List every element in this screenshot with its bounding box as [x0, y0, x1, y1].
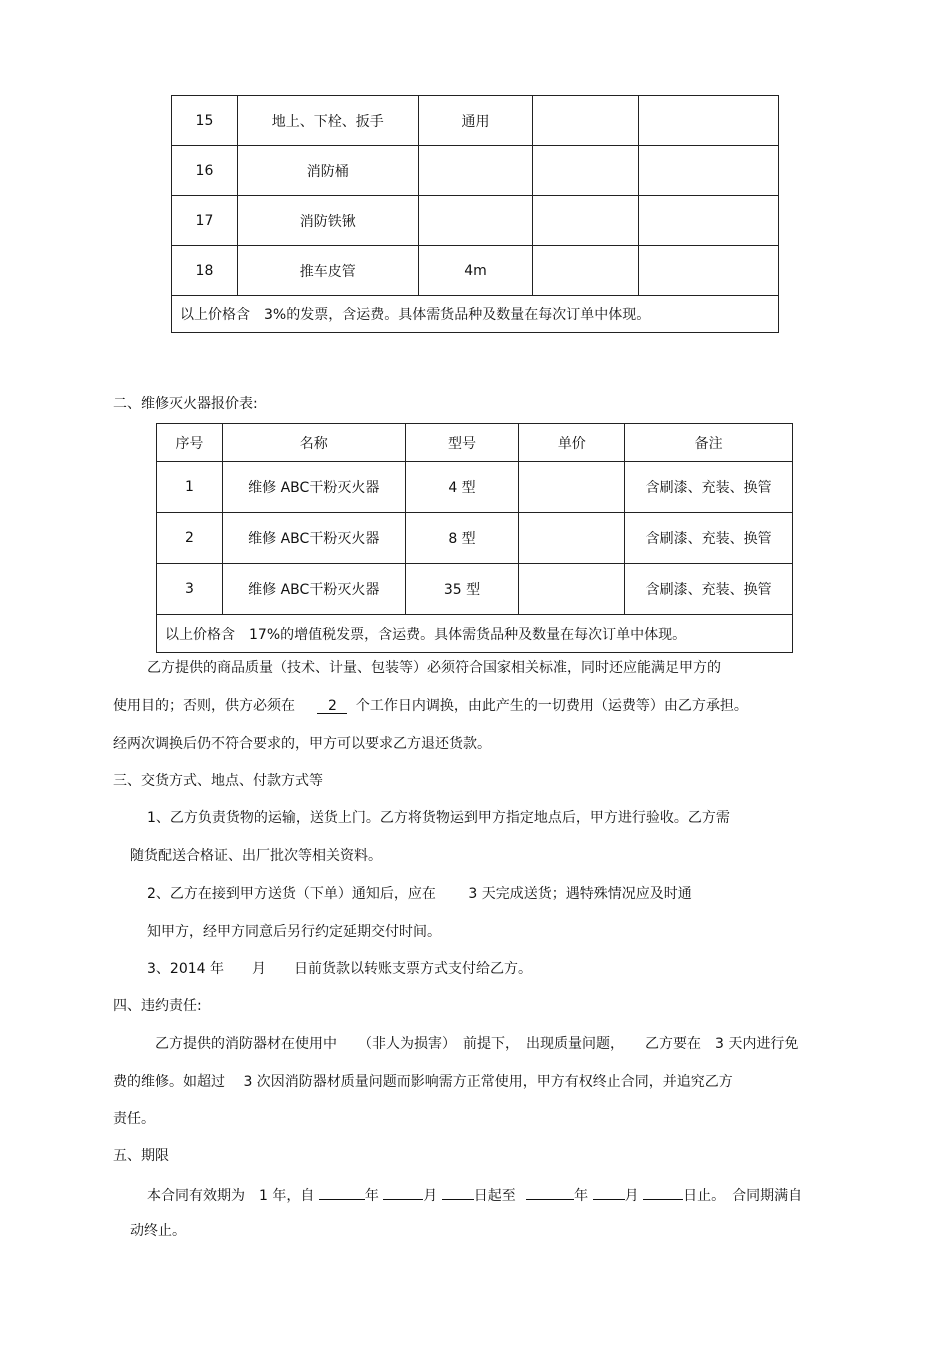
section-4-title: 四、违约责任:: [113, 998, 202, 1014]
s3-p1-line-1: 1、乙方负责货物的运输，送货上门。乙方将货物运到甲方指定地点后，甲方进行验收。乙方需: [147, 810, 730, 826]
cell-no: 3: [157, 564, 223, 615]
section-2-title: 二、维修灭火器报价表:: [113, 396, 258, 412]
cell-no: 16: [172, 146, 238, 196]
header-cell: 备注: [625, 424, 793, 462]
repair-price-table: [156, 423, 793, 653]
table-footer-note: 以上价格含 17%的增值税发票，含运费。具体需货品种及数量在每次订单中体现。: [157, 615, 793, 653]
cell-no: 1: [157, 462, 223, 513]
year-label-2: 年: [574, 1188, 589, 1204]
cell-note: [639, 196, 779, 246]
table-header-row: [157, 424, 793, 462]
days-field: 2: [317, 697, 347, 714]
start-month-field: [383, 1183, 423, 1200]
day-label-1: 日起至: [473, 1188, 516, 1204]
year-label-1: 年: [364, 1188, 379, 1204]
end-day-field: [643, 1183, 683, 1200]
table-row: [157, 513, 793, 564]
cell-model: 8 型: [405, 513, 519, 564]
cell-note: [639, 146, 779, 196]
price-table-1: [171, 95, 779, 333]
cell-name: 维修 ABC干粉灭火器: [222, 462, 405, 513]
cell-price: [519, 564, 625, 615]
cell-note: [639, 246, 779, 296]
month-label-1: 月: [423, 1188, 438, 1204]
quality-text-b: 个工作日内调换，由此产生的一切费用（运费等）由乙方承担。: [355, 698, 748, 714]
cell-model: 4 型: [405, 462, 519, 513]
cell-note: 含刷漆、充装、换管: [625, 462, 793, 513]
cell-price: [533, 246, 639, 296]
cell-price: [519, 513, 625, 564]
table-row: [172, 196, 779, 246]
cell-name: 地上、下栓、扳手: [237, 96, 418, 146]
s4-line-2: 费的维修。如超过 3 次因消防器材质量问题而影响需方正常使用，甲方有权终止合同，并追究乙方: [113, 1074, 733, 1090]
start-day-field: [442, 1183, 474, 1200]
cell-model: 4m: [418, 246, 533, 296]
quality-line-3: 经两次调换后仍不符合要求的，甲方可以要求乙方退还货款。: [113, 736, 491, 752]
header-cell: 单价: [519, 424, 625, 462]
quality-line-2: [113, 696, 748, 716]
table-row: [172, 146, 779, 196]
s3-p2-line-1: 2、乙方在接到甲方送货（下单）通知后，应在 3 天完成送货；遇特殊情况应及时通: [147, 886, 692, 902]
s3-p3: 3、2014 年 月 日前货款以转账支票方式支付给乙方。: [147, 961, 532, 977]
term-text: 本合同有效期为 1 年，自: [147, 1188, 315, 1204]
table-row: [157, 564, 793, 615]
s3-p2-line-2: 知甲方，经甲方同意后另行约定延期交付时间。: [147, 924, 441, 940]
cell-name: 推车皮管: [237, 246, 418, 296]
cell-name: 维修 ABC干粉灭火器: [222, 513, 405, 564]
cell-name: 维修 ABC干粉灭火器: [222, 564, 405, 615]
cell-no: 18: [172, 246, 238, 296]
section-3-title: 三、交货方式、地点、付款方式等: [113, 773, 323, 789]
end-year-field: [526, 1183, 574, 1200]
cell-note: 含刷漆、充装、换管: [625, 513, 793, 564]
cell-model: 35 型: [405, 564, 519, 615]
header-cell: 型号: [405, 424, 519, 462]
quality-line-1: 乙方提供的商品质量（技术、计量、包装等）必须符合国家相关标准，同时还应能满足甲方的: [147, 660, 721, 676]
table-footer-row: [157, 615, 793, 653]
cell-price: [533, 146, 639, 196]
header-cell: 名称: [222, 424, 405, 462]
cell-no: 2: [157, 513, 223, 564]
end-text: 日止。 合同期满自: [683, 1188, 803, 1204]
s5-line-1: [147, 1183, 802, 1206]
cell-name: 消防铁锹: [237, 196, 418, 246]
cell-model: [418, 196, 533, 246]
cell-model: [418, 146, 533, 196]
cell-price: [519, 462, 625, 513]
s3-p1-line-2: 随货配送合格证、出厂批次等相关资料。: [130, 848, 382, 864]
quality-text-a: 使用目的；否则，供方必须在: [113, 698, 295, 714]
cell-name: 消防桶: [237, 146, 418, 196]
cell-no: 15: [172, 96, 238, 146]
end-month-field: [593, 1183, 625, 1200]
cell-price: [533, 196, 639, 246]
s4-line-3: 责任。: [113, 1111, 155, 1127]
s4-line-1: 乙方提供的消防器材在使用中 （非人为损害） 前提下， 出现质量问题， 乙方要在 3 天内进行免: [155, 1036, 799, 1052]
cell-note: [639, 96, 779, 146]
cell-price: [533, 96, 639, 146]
cell-note: 含刷漆、充装、换管: [625, 564, 793, 615]
table-row: [157, 462, 793, 513]
table-footer-note: 以上价格含 3%的发票，含运费。具体需货品种及数量在每次订单中体现。: [172, 296, 779, 333]
s5-line-2: 动终止。: [130, 1223, 186, 1239]
start-year-field: [319, 1183, 365, 1200]
header-cell: 序号: [157, 424, 223, 462]
table-footer-row: [172, 296, 779, 333]
cell-model: 通用: [418, 96, 533, 146]
cell-no: 17: [172, 196, 238, 246]
month-label-2: 月: [624, 1188, 639, 1204]
section-5-title: 五、期限: [113, 1148, 169, 1164]
table-row: [172, 246, 779, 296]
table-row: [172, 96, 779, 146]
